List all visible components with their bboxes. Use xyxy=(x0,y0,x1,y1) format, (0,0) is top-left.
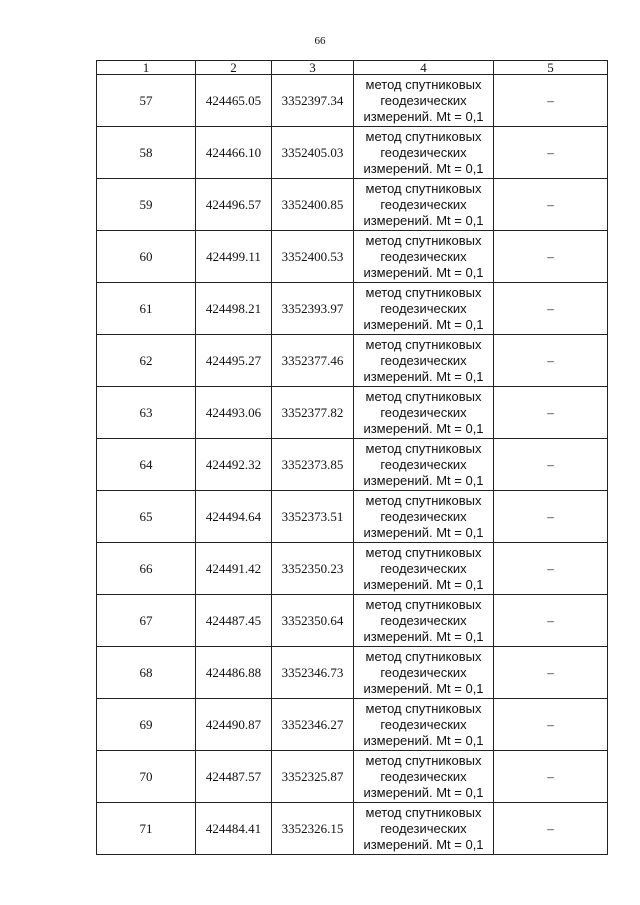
y-coordinate-cell: 3352350.23 xyxy=(272,543,354,595)
method-line: метод спутниковых xyxy=(365,336,482,352)
method-line: измерений. Mt = 0,1 xyxy=(363,784,484,800)
y-coordinate-cell: 3352377.82 xyxy=(272,387,354,439)
point-number-cell: 61 xyxy=(97,283,196,335)
note-cell: – xyxy=(494,439,608,491)
method-line: геодезических xyxy=(380,508,467,524)
coordinates-table xyxy=(96,60,608,855)
point-number-cell: 70 xyxy=(97,751,196,803)
method-line: измерений. Mt = 0,1 xyxy=(363,420,484,436)
table-row xyxy=(97,543,608,595)
note-cell: – xyxy=(494,699,608,751)
table-row xyxy=(97,75,608,127)
y-coordinate-cell: 3352400.85 xyxy=(272,179,354,231)
x-coordinate-cell: 424466.10 xyxy=(196,127,272,179)
method-line: метод спутниковых xyxy=(365,544,482,560)
table-row xyxy=(97,491,608,543)
table-row xyxy=(97,179,608,231)
note-cell: – xyxy=(494,543,608,595)
method-line: измерений. Mt = 0,1 xyxy=(363,160,484,176)
method-line: геодезических xyxy=(380,820,467,836)
point-number-cell: 68 xyxy=(97,647,196,699)
method-line: метод спутниковых xyxy=(365,284,482,300)
method-line: метод спутниковых xyxy=(365,752,482,768)
method-line: геодезических xyxy=(380,144,467,160)
method-cell xyxy=(354,127,494,179)
y-coordinate-cell: 3352325.87 xyxy=(272,751,354,803)
method-cell xyxy=(354,751,494,803)
note-cell: – xyxy=(494,647,608,699)
method-line: измерений. Mt = 0,1 xyxy=(363,212,484,228)
method-line: измерений. Mt = 0,1 xyxy=(363,264,484,280)
y-coordinate-cell: 3352405.03 xyxy=(272,127,354,179)
y-coordinate-cell: 3352373.85 xyxy=(272,439,354,491)
method-cell xyxy=(354,335,494,387)
method-line: геодезических xyxy=(380,560,467,576)
header-col-1: 1 xyxy=(97,61,196,75)
point-number-cell: 59 xyxy=(97,179,196,231)
note-cell: – xyxy=(494,491,608,543)
note-cell: – xyxy=(494,751,608,803)
method-line: геодезических xyxy=(380,664,467,680)
point-number-cell: 65 xyxy=(97,491,196,543)
table-row xyxy=(97,647,608,699)
x-coordinate-cell: 424465.05 xyxy=(196,75,272,127)
header-col-5: 5 xyxy=(494,61,608,75)
point-number-cell: 62 xyxy=(97,335,196,387)
y-coordinate-cell: 3352400.53 xyxy=(272,231,354,283)
method-line: измерений. Mt = 0,1 xyxy=(363,108,484,124)
note-cell: – xyxy=(494,283,608,335)
method-cell xyxy=(354,283,494,335)
y-coordinate-cell: 3352346.73 xyxy=(272,647,354,699)
method-line: геодезических xyxy=(380,404,467,420)
table-row xyxy=(97,231,608,283)
method-line: геодезических xyxy=(380,248,467,264)
header-col-3: 3 xyxy=(272,61,354,75)
x-coordinate-cell: 424487.57 xyxy=(196,751,272,803)
table-row xyxy=(97,387,608,439)
point-number-cell: 69 xyxy=(97,699,196,751)
method-line: геодезических xyxy=(380,768,467,784)
note-cell: – xyxy=(494,335,608,387)
method-cell xyxy=(354,803,494,855)
method-line: метод спутниковых xyxy=(365,648,482,664)
point-number-cell: 64 xyxy=(97,439,196,491)
note-cell: – xyxy=(494,387,608,439)
note-cell: – xyxy=(494,127,608,179)
method-line: геодезических xyxy=(380,352,467,368)
method-line: измерений. Mt = 0,1 xyxy=(363,472,484,488)
method-line: метод спутниковых xyxy=(365,804,482,820)
x-coordinate-cell: 424491.42 xyxy=(196,543,272,595)
point-number-cell: 57 xyxy=(97,75,196,127)
method-cell xyxy=(354,595,494,647)
method-line: геодезических xyxy=(380,300,467,316)
table-row xyxy=(97,335,608,387)
method-line: метод спутниковых xyxy=(365,180,482,196)
x-coordinate-cell: 424493.06 xyxy=(196,387,272,439)
method-cell xyxy=(354,231,494,283)
table-row xyxy=(97,127,608,179)
method-line: геодезических xyxy=(380,92,467,108)
method-cell xyxy=(354,75,494,127)
method-line: метод спутниковых xyxy=(365,128,482,144)
x-coordinate-cell: 424498.21 xyxy=(196,283,272,335)
page-number: 66 xyxy=(314,35,326,47)
table-row xyxy=(97,439,608,491)
table-row xyxy=(97,283,608,335)
method-line: измерений. Mt = 0,1 xyxy=(363,524,484,540)
method-line: метод спутниковых xyxy=(365,232,482,248)
method-line: измерений. Mt = 0,1 xyxy=(363,732,484,748)
method-line: измерений. Mt = 0,1 xyxy=(363,368,484,384)
method-cell xyxy=(354,439,494,491)
y-coordinate-cell: 3352373.51 xyxy=(272,491,354,543)
method-line: геодезических xyxy=(380,456,467,472)
method-cell xyxy=(354,387,494,439)
x-coordinate-cell: 424492.32 xyxy=(196,439,272,491)
method-cell xyxy=(354,647,494,699)
point-number-cell: 58 xyxy=(97,127,196,179)
y-coordinate-cell: 3352397.34 xyxy=(272,75,354,127)
method-line: метод спутниковых xyxy=(365,492,482,508)
method-line: метод спутниковых xyxy=(365,76,482,92)
method-line: метод спутниковых xyxy=(365,596,482,612)
method-line: измерений. Mt = 0,1 xyxy=(363,316,484,332)
point-number-cell: 67 xyxy=(97,595,196,647)
note-cell: – xyxy=(494,803,608,855)
x-coordinate-cell: 424487.45 xyxy=(196,595,272,647)
table-row xyxy=(97,751,608,803)
y-coordinate-cell: 3352393.97 xyxy=(272,283,354,335)
method-line: метод спутниковых xyxy=(365,440,482,456)
method-cell xyxy=(354,543,494,595)
header-col-2: 2 xyxy=(196,61,272,75)
x-coordinate-cell: 424484.41 xyxy=(196,803,272,855)
method-line: измерений. Mt = 0,1 xyxy=(363,628,484,644)
note-cell: – xyxy=(494,75,608,127)
x-coordinate-cell: 424490.87 xyxy=(196,699,272,751)
x-coordinate-cell: 424495.27 xyxy=(196,335,272,387)
method-line: геодезических xyxy=(380,716,467,732)
point-number-cell: 71 xyxy=(97,803,196,855)
y-coordinate-cell: 3352346.27 xyxy=(272,699,354,751)
point-number-cell: 63 xyxy=(97,387,196,439)
x-coordinate-cell: 424486.88 xyxy=(196,647,272,699)
method-cell xyxy=(354,699,494,751)
header-col-4: 4 xyxy=(354,61,494,75)
x-coordinate-cell: 424496.57 xyxy=(196,179,272,231)
table-row xyxy=(97,803,608,855)
method-line: измерений. Mt = 0,1 xyxy=(363,576,484,592)
table-body xyxy=(97,75,608,855)
table-header-row xyxy=(97,61,608,75)
table-row xyxy=(97,595,608,647)
y-coordinate-cell: 3352326.15 xyxy=(272,803,354,855)
point-number-cell: 66 xyxy=(97,543,196,595)
method-line: геодезических xyxy=(380,612,467,628)
y-coordinate-cell: 3352377.46 xyxy=(272,335,354,387)
table-row xyxy=(97,699,608,751)
point-number-cell: 60 xyxy=(97,231,196,283)
method-cell xyxy=(354,491,494,543)
note-cell: – xyxy=(494,231,608,283)
x-coordinate-cell: 424499.11 xyxy=(196,231,272,283)
note-cell: – xyxy=(494,179,608,231)
method-line: измерений. Mt = 0,1 xyxy=(363,680,484,696)
method-line: метод спутниковых xyxy=(365,700,482,716)
x-coordinate-cell: 424494.64 xyxy=(196,491,272,543)
y-coordinate-cell: 3352350.64 xyxy=(272,595,354,647)
method-line: геодезических xyxy=(380,196,467,212)
method-line: измерений. Mt = 0,1 xyxy=(363,836,484,852)
method-cell xyxy=(354,179,494,231)
note-cell: – xyxy=(494,595,608,647)
method-line: метод спутниковых xyxy=(365,388,482,404)
